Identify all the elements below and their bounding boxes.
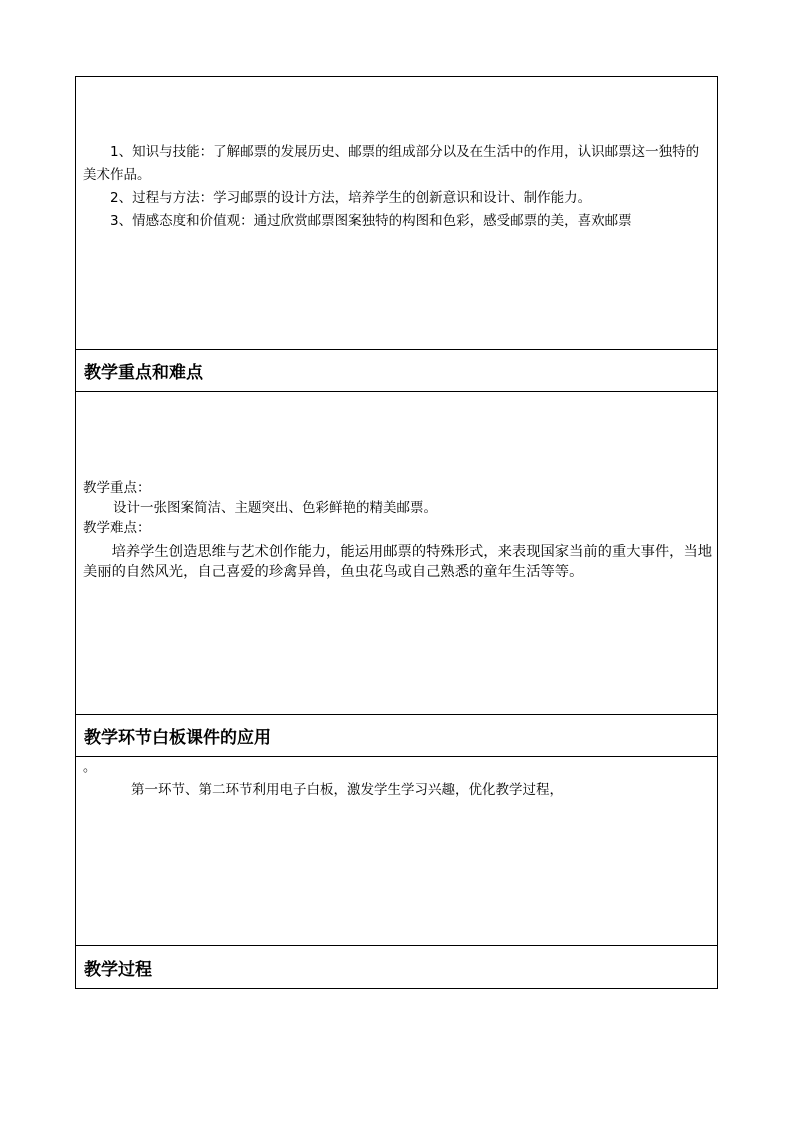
- whiteboard-text: 第一环节、第二环节利用电子白板，激发学生学习兴趣，优化教学过程，: [131, 782, 563, 798]
- key-difficult-heading: 教学重点和难点: [76, 350, 717, 392]
- process-heading: 教学过程: [84, 959, 152, 980]
- objectives-cell: [76, 77, 717, 350]
- key-difficult-body: [83, 478, 713, 582]
- difficult-point-text: 培养学生创造思维与艺术创作能力，能运用邮票的特殊形式，来表现国家当前的重大事件，当地美丽的自然风光，自己喜爱的珍禽异兽，鱼虫花鸟或自己熟悉的童年生活等等。: [83, 544, 713, 580]
- objective-item-3: 3、情感态度和价值观：通过欣赏邮票图案独特的构图和色彩，感受邮票的美，喜欢邮票: [110, 213, 632, 229]
- objective-item-1: 1、知识与技能：了解邮票的发展历史、邮票的组成部分以及在生活中的作用，认识邮票这一独特的美术作品。: [83, 144, 700, 183]
- difficult-point-label: 教学难点：: [83, 520, 151, 536]
- objectives-list: [83, 141, 711, 233]
- whiteboard-marker: 。: [83, 760, 97, 775]
- whiteboard-heading: 教学环节白板课件的应用: [76, 715, 717, 757]
- key-point-label: 教学重点：: [83, 480, 151, 496]
- key-difficult-cell: [76, 392, 717, 715]
- whiteboard-cell: [76, 757, 717, 946]
- key-point-text: 设计一张图案简洁、主题突出、色彩鲜艳的精美邮票。: [113, 500, 437, 516]
- objective-item-2: 2、过程与方法：学习邮票的设计方法，培养学生的创新意识和设计、制作能力。: [110, 190, 592, 206]
- lesson-plan-table: [75, 76, 718, 989]
